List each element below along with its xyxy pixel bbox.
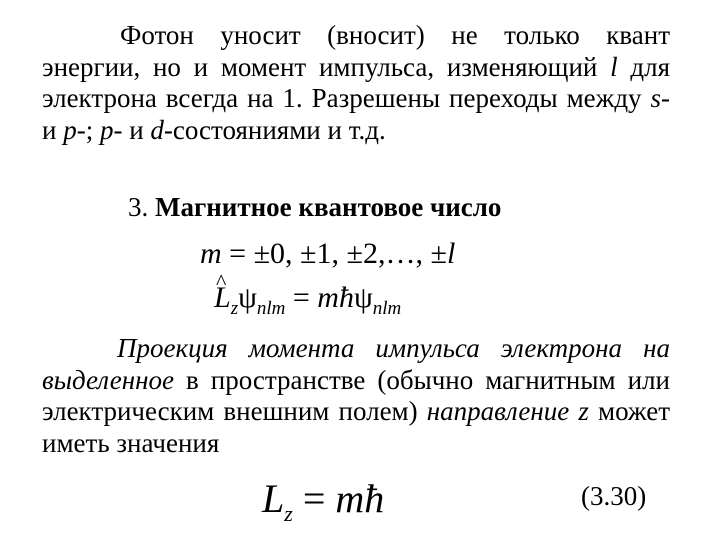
equation-lz-value	[262, 475, 384, 538]
eq3-L-subscript: z	[284, 501, 293, 526]
eq3-m-hbar: mħ	[335, 476, 385, 521]
eq3-L: L	[262, 476, 285, 521]
section-number: 3.	[128, 192, 149, 222]
paragraph1-text-6: -состояниями и т.д.	[163, 114, 386, 145]
equation-lz-eigen	[214, 279, 401, 328]
paragraph2-text-4: может иметь значения	[42, 396, 670, 458]
paragraph2-text-3: направление z	[426, 396, 589, 426]
paragraph1-text-4: -;	[76, 114, 100, 145]
section-title: Магнитное квантовое число	[155, 192, 502, 222]
paragraph1-s-symbol: s	[650, 83, 661, 113]
paragraph1-p-symbol-1: p	[63, 114, 77, 145]
eq1-equals: =	[221, 237, 254, 270]
eq1-m: m	[200, 237, 222, 270]
section-heading	[128, 191, 501, 223]
paragraph1-text-5: - и	[113, 114, 151, 145]
paragraph1-text-3: - и	[42, 83, 670, 145]
eq2-equals: =	[285, 281, 318, 314]
paragraph-photon-angular-momentum	[42, 20, 670, 146]
paragraph2-text-1: Проекция момента импульса электрона на выделенное	[42, 333, 670, 395]
paragraph1-d-symbol: d	[150, 114, 164, 145]
equation-number: (3.30)	[581, 481, 647, 511]
eq2-m-hbar: mħ	[317, 281, 354, 314]
paragraph2-text-2: в пространстве (обычно магнитным или электрическим внешним полем)	[42, 364, 670, 426]
eq2-L-operator: ^ L	[214, 279, 231, 317]
equation-m-values	[200, 236, 455, 272]
eq1-l: l	[446, 237, 456, 270]
eq1-values: ±0, ±1, ±2,…, ±	[253, 237, 447, 270]
eq2-psi-1: ψ	[238, 281, 257, 314]
eq2-L-subscript: z	[230, 298, 239, 319]
paragraph1-p-symbol-2: p	[99, 114, 114, 145]
paragraph1-text-2: для электрона всегда на 1. Разрешены переходы между	[42, 51, 670, 113]
eq2-psi-2-subscript: nlm	[372, 298, 402, 319]
paragraph1-text-1: Фотон уносит (вносит) не только квант энергии, но и момент импульса, изменяющий	[42, 20, 670, 82]
eq2-psi-1-subscript: nlm	[256, 298, 286, 319]
paragraph-projection	[42, 333, 670, 459]
paragraph1-l-symbol: l	[610, 51, 618, 82]
eq2-psi-2: ψ	[353, 281, 373, 314]
eq3-equals: =	[292, 476, 336, 521]
